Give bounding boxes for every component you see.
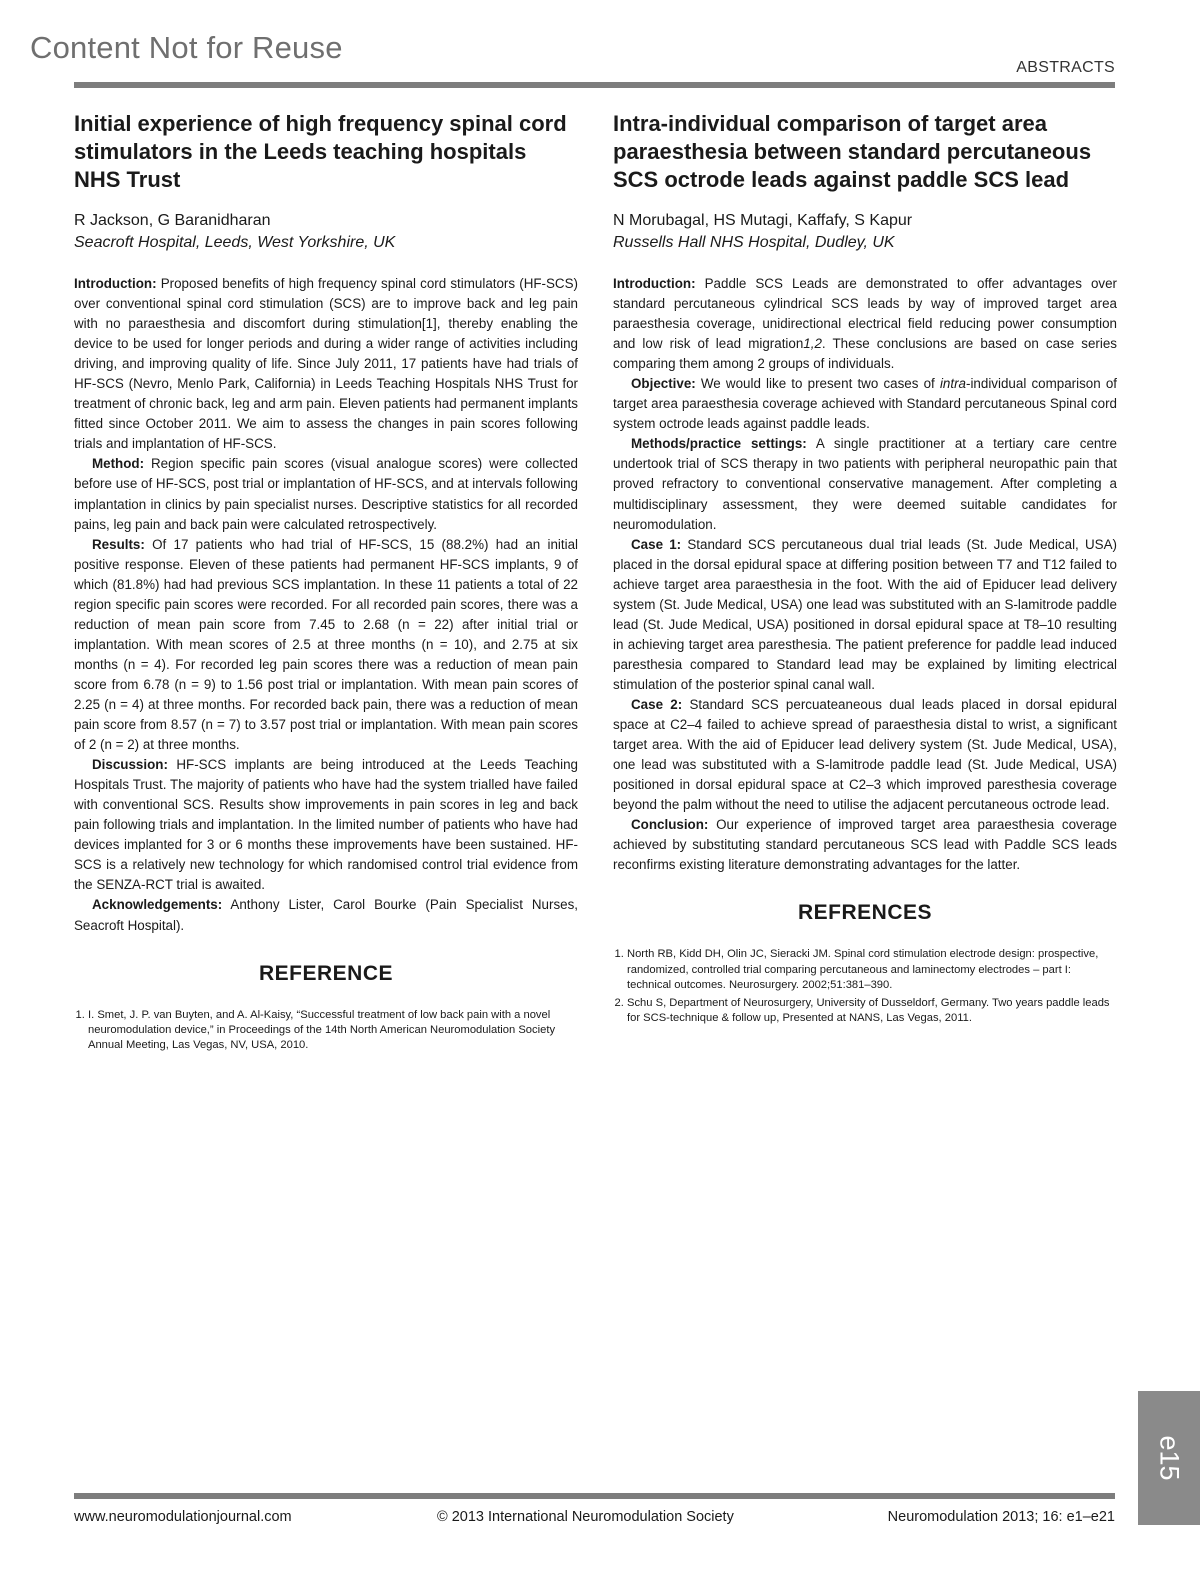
right-abstract-title: Intra-individual comparison of target area paraesthesia between standard percutaneous SCS octrode leads against paddle SCS lead xyxy=(613,111,1092,192)
right-case1-paragraph xyxy=(613,535,1117,695)
page-number: e15 xyxy=(1154,1435,1185,1481)
right-case1-label: Case 1: xyxy=(631,536,682,552)
right-introduction-text: Paddle SCS Leads are demonstrated to offer advantages over standard percutaneous cylindrical SCS leads by way of improved target area paraesthesia coverage, unidirectional electrical field reducing power consumption and low risk of lead migration xyxy=(613,276,1117,352)
right-objective-paragraph xyxy=(613,374,1117,434)
right-abstract xyxy=(613,110,1117,1028)
footer-copyright: © 2013 International Neuromodulation Society xyxy=(437,1509,734,1525)
left-abstract-body xyxy=(74,274,578,936)
left-introduction-label: Introduction: xyxy=(74,276,157,291)
right-case1-text: Standard SCS percutaneous dual trial leads (St. Jude Medical, USA) placed in the dorsal epidural space at differing position between T7 and T12 failed to achieve target area paraesthesia in the foot. With the aid of Epiducer lead delivery system (St. Jude Medical, USA) one lead was substituted with an S-lamitrode paddle lead (St. Jude Medical, USA) positioned in dorsal epidural space at T8–10 resulting in achieving target area paresthesia. The patient preference for paddle lead induced paresthesia compared to Standard lead may be explained by limiting electrical stimulation of the posterior spinal canal wall. xyxy=(613,536,1117,692)
footer-rule xyxy=(74,1493,1115,1499)
right-conclusion-paragraph xyxy=(613,815,1117,875)
footer-website: www.neuromodulationjournal.com xyxy=(74,1509,292,1525)
left-reference-heading: REFERENCE xyxy=(258,961,394,985)
right-reference-item-2: 2. Schu S, Department of Neurosurgery, University of Dusseldorf, Germany. Two years paddle leads for SCS-technique & follow up, Presented at NANS, Las Vegas, 2011. xyxy=(627,996,1117,1027)
right-objective-label: Objective: xyxy=(631,376,696,392)
right-conclusion-text: Our experience of improved target area paraesthesia coverage achieved by substituting standard percutaneous SCS lead with Paddle SCS leads reconfirms existing literature demonstrating advantages for the latter. xyxy=(613,817,1117,873)
left-acknowledgements-paragraph xyxy=(74,895,578,935)
right-reference-list xyxy=(613,947,1117,1026)
right-methods-label: Methods/practice settings: xyxy=(631,436,807,452)
left-introduction-paragraph xyxy=(74,274,578,454)
left-method-text: Region specific pain scores (visual analogue scores) were collected before use of HF-SCS, post trial or implantation of HF-SCS, and at intervals following implantation in clinics by pain specialist nurses. Descriptive statistics for all recorded pains, leg pain and back pain were calculated retrospectively. xyxy=(74,456,578,532)
right-objective-text-b: -individual comparison of target area paraesthesia coverage achieved with Standard percutaneous Spinal cord system octrode leads against paddle leads. xyxy=(613,376,1117,432)
left-discussion-paragraph xyxy=(74,755,578,895)
section-label: ABSTRACTS xyxy=(1016,59,1115,76)
left-method-label: Method: xyxy=(92,456,145,472)
watermark: Content Not for Reuse xyxy=(30,30,343,65)
right-abstract-body xyxy=(613,274,1117,875)
right-abstract-authors: N Morubagal, HS Mutagi, Kaffafy, S Kapur xyxy=(613,212,913,229)
right-introduction-text-end: . These conclusions are based on case series comparing them among 2 groups of individuals. xyxy=(613,336,1117,372)
left-acknowledgements-label: Acknowledgements: xyxy=(92,897,223,913)
left-reference-item: 1. I. Smet, J. P. van Buyten, and A. Al-Kaisy, “Successful treatment of low back pain with a novel neuromodulation device,” in Proceedings of the 14th North American Neuromodulation Society Annual Meeting, Las Vegas, NV, USA, 2010. xyxy=(88,1008,578,1054)
right-introduction-paragraph xyxy=(613,274,1117,374)
left-abstract-title: Initial experience of high frequency spinal cord stimulators in the Leeds teaching hospitals NHS Trust xyxy=(74,111,567,192)
right-objective-text-a: We would like to present two cases of xyxy=(695,376,940,392)
right-reference-heading: REFRENCES xyxy=(797,901,933,925)
right-methods-paragraph xyxy=(613,434,1117,534)
footer-citation: Neuromodulation 2013; 16: e1–e21 xyxy=(887,1509,1115,1525)
left-method-paragraph xyxy=(74,454,578,534)
right-case2-paragraph xyxy=(613,695,1117,815)
header-rule xyxy=(74,82,1115,88)
left-abstract-affiliation: Seacroft Hospital, Leeds, West Yorkshire, UK xyxy=(74,234,396,251)
right-conclusion-label: Conclusion: xyxy=(631,817,709,833)
left-results-label: Results: xyxy=(92,536,145,552)
left-acknowledgements-text: Anthony Lister, Carol Bourke (Pain Specialist Nurses, Seacroft Hospital). xyxy=(74,897,578,933)
left-introduction-text: Proposed benefits of high frequency spinal cord stimulators (HF-SCS) over conventional spinal cord stimulation (SCS) are to improve back and leg pain with no paraesthesia and discomfort during stimulation[1], thereby enabling the device to be used for longer periods and during a wider range of activities including driving, and improving quality of life. Since July 2011, 17 patients have had trials of HF-SCS (Nevro, Menlo Park, California) in Leeds Teaching Hospitals NHS Trust for treatment of chronic back, leg and arm pain. Eleven patients had permanent implants fitted since October 2011. We aim to assess the changes in pain scores following trials and implantation of HF-SCS. xyxy=(74,276,578,452)
right-objective-italic: intra xyxy=(939,376,966,392)
left-discussion-text: HF-SCS implants are being introduced at the Leeds Teaching Hospitals Trust. The majority of patients who have had the system trialled have failed with conventional SCS. Results show improvements in pain scores in leg and back pain following trials and implantation. In the limited number of patients who have had devices implanted for 3 or 6 months these improvements have been sustained. HF-SCS is a relatively new technology for which randomised control trial evidence from the SENZA-RCT trial is awaited. xyxy=(74,757,578,893)
left-reference-list xyxy=(74,1008,578,1054)
right-reference-item-1: 1. North RB, Kidd DH, Olin JC, Sieracki JM. Spinal cord stimulation electrode design: prospective, randomized, controlled trial comparing percutaneous and laminectomy electrodes – part I: technical outcomes. Neurosurgery. 2002;51:381–390. xyxy=(627,947,1117,993)
right-methods-text: A single practitioner at a tertiary care centre undertook trial of SCS therapy in two patients with peripheral neuropathic pain that proved refractory to conventional conservative management. After completing a multidisciplinary assessment, they were deemed suitable candidates for neuromodulation. xyxy=(613,436,1118,532)
left-abstract-authors: R Jackson, G Baranidharan xyxy=(74,212,271,229)
left-abstract xyxy=(74,110,578,1056)
right-introduction-label: Introduction: xyxy=(613,276,696,291)
page-number-tab xyxy=(1138,1391,1200,1525)
left-discussion-label: Discussion: xyxy=(92,757,168,773)
left-results-text: Of 17 patients who had trial of HF-SCS, 15 (88.2%) had an initial positive response. Eleven of these patients had permanent HF-SCS implants, 9 of which (81.8%) had had previous SCS implantation. In these 11 patients a total of 22 region specific pain scores were recorded. For all recorded pain scores, there was a reduction of mean pain score from 7.45 to 2.68 (n = 22) after initial trial or implantation. With mean scores of 2.5 at three months (n = 10), and 2.75 at six months (n = 4). For recorded leg pain scores there was a reduction of mean pain score from 6.78 (n = 9) to 1.56 post trial or implantation. With mean pain scores of 2.25 (n = 4) at three months. For recorded back pain, there was a reduction of mean pain score from 8.57 (n = 7) to 3.57 post trial or implantation. With mean pain scores of 2 (n = 2) at three months. xyxy=(74,536,578,753)
left-results-paragraph xyxy=(74,535,578,756)
right-case2-label: Case 2: xyxy=(631,696,683,712)
right-introduction-citation: 1,2 xyxy=(803,336,822,352)
right-case2-text: Standard SCS percuateaneous dual leads placed in dorsal epidural space at C2–4 failed to achieve spread of paraesthesia distal to wrist, a significant target area. With the aid of Epiducer lead delivery system (St. Jude Medical, USA), one lead was substituted with a S-lamitrode paddle lead (St. Jude Medical, USA) positioned in dorsal epidural space at C2–3 which improved paresthesia coverage beyond the palm without the need to utilise the adjacent percutaneous octrode lead. xyxy=(613,696,1117,813)
right-abstract-affiliation: Russells Hall NHS Hospital, Dudley, UK xyxy=(613,234,895,251)
